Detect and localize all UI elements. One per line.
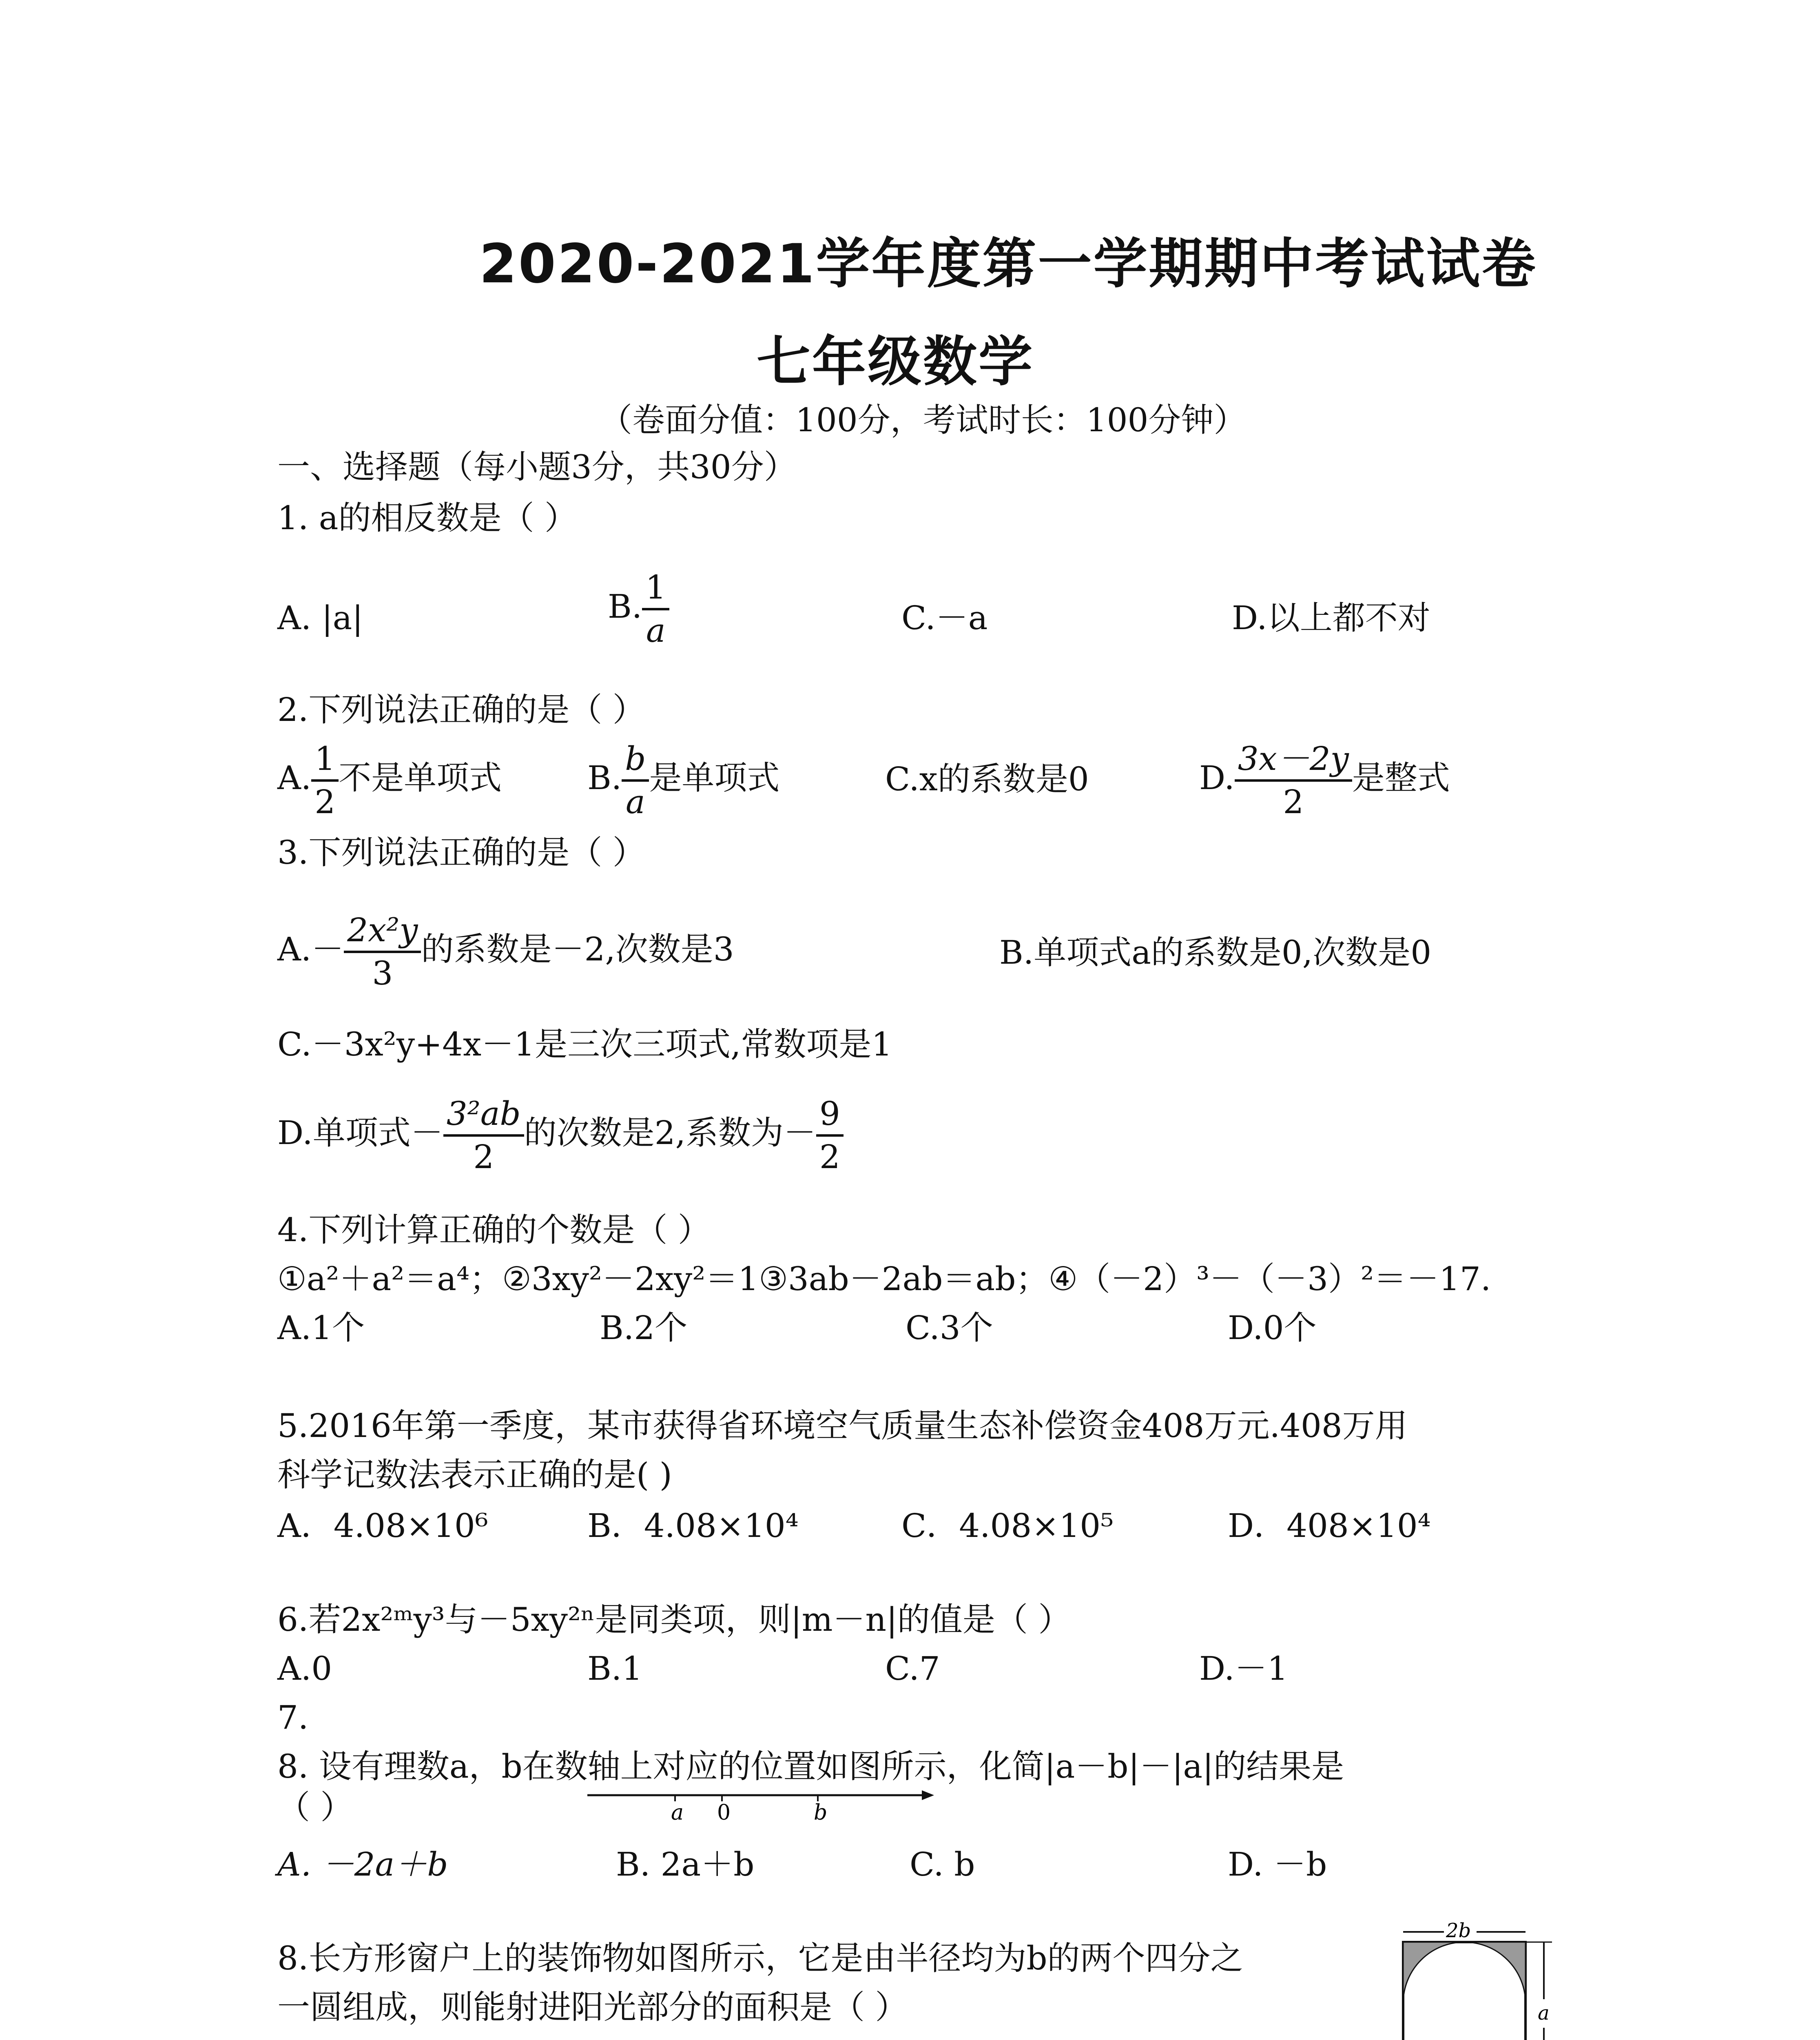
q6-option-d: D.－1 — [1199, 1650, 1288, 1687]
q2-option-d-text: 是整式 — [1352, 759, 1450, 797]
fraction-numerator: 3²ab — [443, 1098, 524, 1137]
number-line-arrow-icon — [922, 1790, 934, 1800]
q5-stem-line2: 科学记数法表示正确的是( ) — [277, 1456, 672, 1494]
section-heading: 一、选择题（每小题3分，共30分） — [277, 448, 797, 486]
axis-label-0: 0 — [717, 1801, 731, 1824]
fraction-denominator: 2 — [314, 783, 336, 821]
axis-label-a: a — [671, 1801, 684, 1824]
fraction-denominator: 3 — [372, 954, 393, 992]
axis-label-b: b — [814, 1801, 828, 1824]
q3-option-d-coefficient-fraction — [816, 1095, 844, 1176]
q1-option-b — [608, 568, 669, 650]
fraction-numerator: 9 — [816, 1098, 844, 1137]
q4-option-a: A.1个 — [277, 1309, 365, 1347]
q1-option-b-label: B. — [608, 588, 642, 625]
q8a-option-b: B. 2a＋b — [616, 1845, 755, 1883]
q3-option-d-label: D.单项式－ — [277, 1114, 443, 1152]
q3-option-a-text: 的系数是－2,次数是3 — [421, 930, 734, 968]
q2-option-b — [587, 740, 780, 821]
q2-option-a-text: 不是单项式 — [339, 759, 502, 797]
q6-option-b: B.1 — [587, 1650, 643, 1687]
q3-option-a — [277, 911, 734, 992]
q6-option-a: A.0 — [277, 1650, 332, 1687]
q4-items: ①a²＋a²＝a⁴；②3xy²－2xy²＝1③3ab－2ab＝ab；④（－2）³－（－3）²＝－17. — [277, 1260, 1491, 1298]
fraction-numerator: 1 — [311, 743, 339, 782]
height-dimension-label: a — [1538, 2002, 1550, 2024]
q2-option-b-text: 是单项式 — [649, 759, 780, 797]
q2-option-b-label: B. — [587, 759, 622, 797]
q5-stem-line1: 5.2016年第一季度，某市获得省环境空气质量生态补偿资金408万元.408万用 — [277, 1407, 1408, 1445]
q1-option-c: C.－a — [901, 599, 988, 637]
q4-stem: 4.下列计算正确的个数是（ ） — [277, 1211, 711, 1249]
q4-option-d: D.0个 — [1228, 1309, 1317, 1347]
q1-option-a: A. |a| — [277, 599, 363, 637]
q8a-option-d: D. －b — [1228, 1845, 1327, 1883]
q2-option-b-fraction — [622, 740, 649, 821]
q6-option-c: C.7 — [885, 1650, 940, 1687]
fraction-denominator: 2 — [1283, 783, 1304, 821]
q5-option-a: A．4.08×10⁶ — [277, 1507, 488, 1545]
exam-info: （卷面分值：100分，考试时长：100分钟） — [600, 401, 1247, 439]
q6-stem: 6.若2x²ᵐy³与－5xy²ⁿ是同类项，则|m－n|的值是（ ） — [277, 1601, 1071, 1639]
fraction-numerator: 1 — [642, 571, 669, 610]
q8a-option-c: C. b — [910, 1845, 975, 1883]
fraction-denominator: a — [625, 783, 645, 821]
q3-option-d — [277, 1095, 844, 1176]
q1-stem: 1. a的相反数是（ ） — [277, 499, 577, 537]
q8b-stem-line1: 8.长方形窗户上的装饰物如图所示，它是由半径均为b的两个四分之 — [277, 1939, 1243, 1977]
q2-option-d-label: D. — [1199, 759, 1235, 797]
q3-option-d-text: 的次数是2,系数为－ — [524, 1114, 816, 1152]
q5-option-d: D．408×10⁴ — [1228, 1507, 1431, 1545]
width-dimension-label: 2b — [1446, 1919, 1471, 1942]
window-figure — [1395, 1918, 1558, 2040]
q2-option-d — [1199, 740, 1450, 821]
q3-option-d-fraction — [443, 1095, 524, 1176]
q3-option-b: B.单项式a的系数是0,次数是0 — [999, 934, 1432, 971]
fraction-numerator: b — [622, 743, 649, 782]
q8b-stem-line2: 一圆组成，则能射进阳光部分的面积是（ ） — [277, 1988, 908, 2026]
number-line-figure — [587, 1787, 938, 1824]
q5-option-c: C．4.08×10⁵ — [901, 1507, 1114, 1545]
q3-option-c: C.－3x²y+4x－1是三次三项式,常数项是1 — [277, 1025, 892, 1063]
exam-title: 2020-2021学年度第一学期期中考试试卷 — [479, 233, 1537, 295]
fraction-denominator: 2 — [473, 1138, 494, 1176]
q3-option-a-label: A.－ — [277, 930, 344, 968]
fraction-numerator: 2x²y — [344, 914, 421, 953]
q8a-option-a: A. －2a＋b — [277, 1845, 448, 1883]
q7-stem: 7. — [277, 1699, 309, 1736]
q2-stem: 2.下列说法正确的是（ ） — [277, 691, 645, 729]
q1-option-b-fraction — [642, 568, 669, 650]
q4-option-c: C.3个 — [906, 1309, 993, 1347]
q2-option-d-fraction — [1235, 740, 1352, 821]
q1-option-d: D.以上都不对 — [1232, 599, 1430, 637]
q3-stem: 3.下列说法正确的是（ ） — [277, 834, 645, 871]
q4-option-b: B.2个 — [600, 1309, 688, 1347]
exam-subtitle: 七年级数学 — [757, 330, 1034, 393]
q2-option-a-label: A. — [277, 759, 312, 797]
fraction-denominator: 2 — [819, 1138, 840, 1176]
q2-option-a-fraction — [311, 740, 339, 821]
q8a-stem: 8. 设有理数a，b在数轴上对应的位置如图所示，化简|a－b|－|a|的结果是 — [277, 1747, 1344, 1785]
q5-option-b: B．4.08×10⁴ — [587, 1507, 799, 1545]
fraction-numerator: 3x－2y — [1235, 743, 1352, 782]
q2-option-c: C.x的系数是0 — [885, 760, 1089, 798]
q8a-paren: （ ） — [277, 1788, 353, 1826]
q2-option-a — [277, 740, 502, 821]
q3-option-a-fraction — [344, 911, 421, 992]
fraction-denominator: a — [646, 612, 666, 650]
